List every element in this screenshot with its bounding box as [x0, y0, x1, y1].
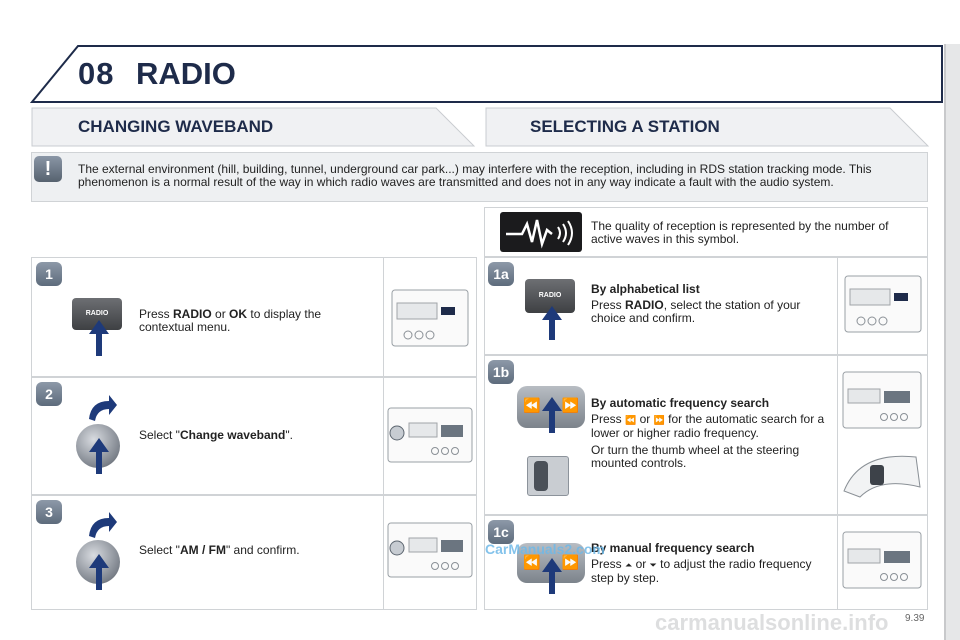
- step-2-text: Select "Change waveband".: [139, 428, 293, 442]
- page-edge-line: [944, 44, 946, 640]
- step-1b-badge: 1b: [488, 360, 514, 384]
- press-arrow-icon: [540, 304, 564, 342]
- step-1-text: Press RADIO or OK to display the contextual menu.: [139, 307, 322, 334]
- steering-control-icon: [840, 447, 924, 499]
- rotate-arrow-icon: [85, 510, 119, 540]
- radio-unit-icon: [842, 531, 922, 589]
- right-column-divider: [837, 257, 838, 610]
- chapter-number: 08: [78, 56, 115, 91]
- page-title: RADIO: [136, 56, 236, 91]
- step-1b-text: By automatic frequency search Press ⏪ or ⏩ for the automatic search for a lower or higher radio frequency. Or turn the thumb wheel at the steering mounted controls.: [591, 396, 825, 470]
- page-number: 9.39: [905, 613, 925, 624]
- radio-unit-icon: [844, 275, 922, 333]
- step-3-badge: 3: [36, 500, 62, 524]
- press-arrow-icon: [87, 318, 111, 358]
- warning-icon: !: [34, 156, 62, 182]
- radio-unit-icon: [387, 522, 473, 578]
- step-1b-title: By automatic frequency search: [591, 396, 770, 410]
- seek-forward-icon[interactable]: ⏩: [561, 397, 579, 413]
- left-column-divider: [383, 257, 384, 610]
- section-title-waveband: CHANGING WAVEBAND: [78, 117, 274, 136]
- radio-unit-icon: [391, 289, 469, 347]
- step-1a-title: By alphabetical list: [591, 282, 700, 296]
- thumb-wheel-icon: [527, 456, 569, 496]
- step-1a-text: By alphabetical list Press RADIO, select the station of your choice and confirm.: [591, 282, 801, 325]
- seek-back-icon[interactable]: ⏪: [523, 397, 541, 413]
- press-arrow-icon: [87, 436, 111, 476]
- radio-button[interactable]: RADIO: [525, 279, 575, 313]
- seek-forward-icon[interactable]: ⏩: [561, 554, 579, 570]
- page-edge-bar: [944, 44, 960, 640]
- watermark-text: CarManuals2.com: [485, 541, 605, 557]
- section-title-station: SELECTING A STATION: [530, 117, 720, 136]
- warning-text: The external environment (hill, building, tunnel, underground car park...) may interfere with the reception, including in RDS station tracking mode. This phenomenon is a normal result of the way in which radio waves are transmitted and does not in any way indicate a fault with the audio system.: [78, 162, 872, 189]
- step-1a-badge: 1a: [488, 262, 514, 286]
- reception-symbol-icon: [500, 212, 582, 252]
- step-1c-badge: 1c: [488, 520, 514, 544]
- radio-unit-icon: [842, 371, 922, 429]
- step-1c-text: By manual frequency search Press ⏶ or ⏷ to adjust the radio frequency step by step.: [591, 541, 812, 585]
- press-arrow-icon: [540, 556, 564, 596]
- rotate-arrow-icon: [85, 393, 119, 423]
- step-1-badge: 1: [36, 262, 62, 286]
- press-arrow-icon: [87, 552, 111, 592]
- step-3-text: Select "AM / FM" and confirm.: [139, 543, 300, 557]
- radio-unit-icon: [387, 407, 473, 463]
- reception-text: The quality of reception is represented by the number of active waves in this symbol.: [591, 219, 889, 246]
- radio-button[interactable]: RADIO: [72, 298, 122, 330]
- step-1c-title: By manual frequency search: [591, 541, 755, 555]
- press-arrow-icon: [540, 395, 564, 435]
- site-watermark: carmanualsonline.info: [655, 610, 889, 635]
- step-2-badge: 2: [36, 382, 62, 406]
- seek-back-icon[interactable]: ⏪: [523, 554, 541, 570]
